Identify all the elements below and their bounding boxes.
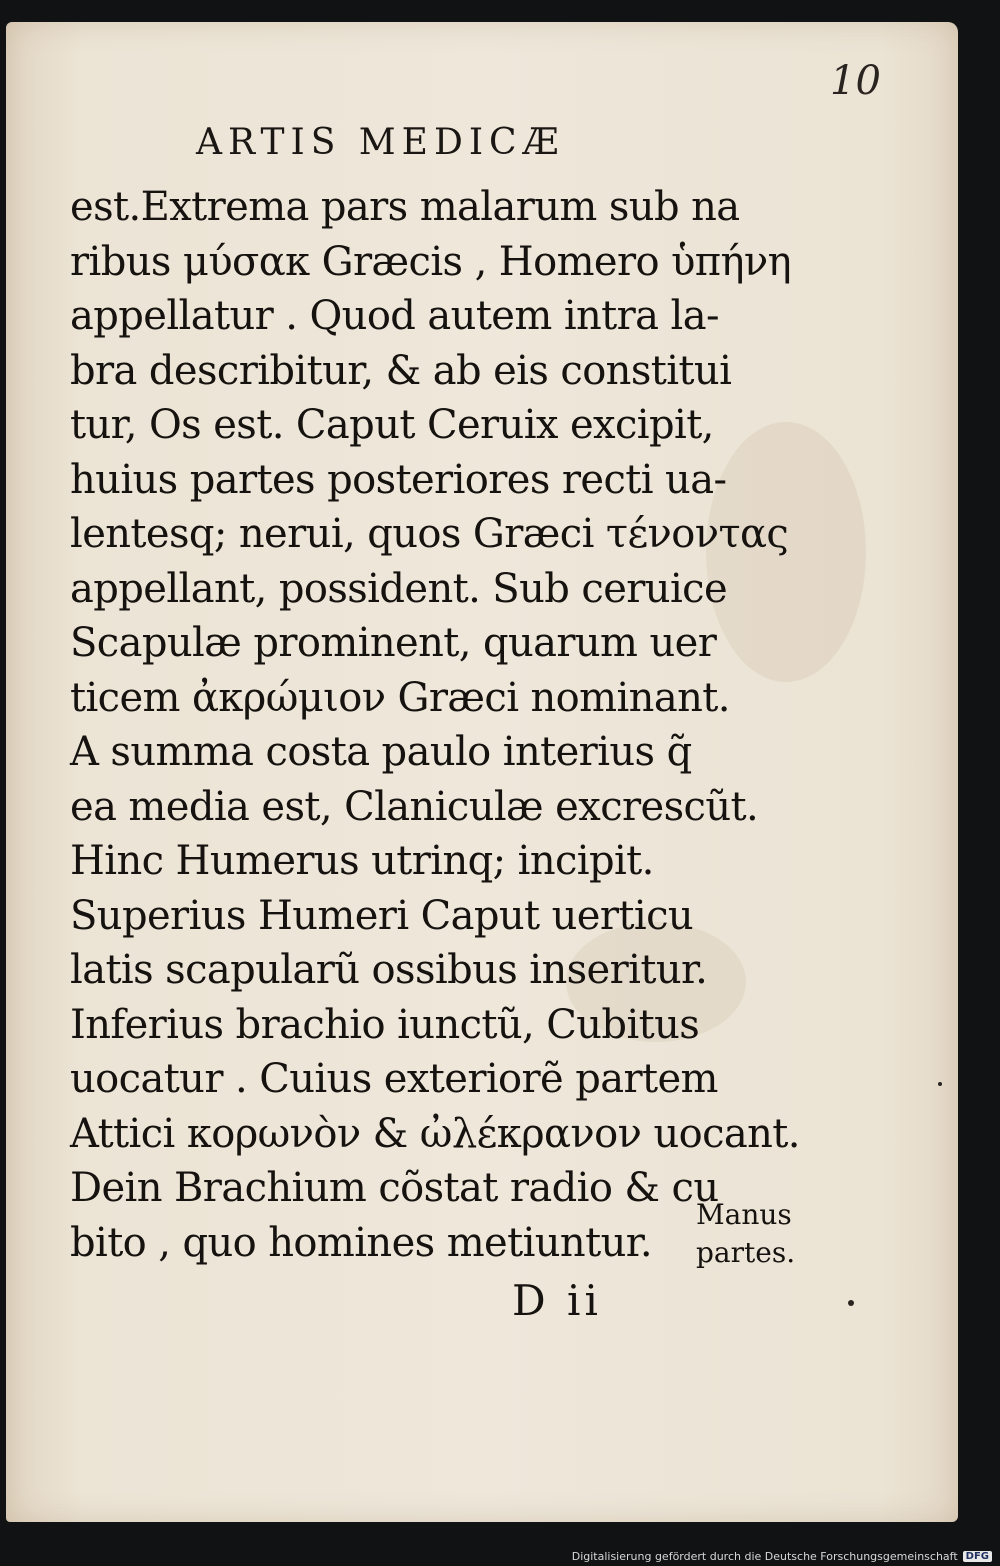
margin-note [696,1196,795,1272]
margin-note-line: Manus [696,1198,792,1231]
text-line: tur, Os est. Caput Ceruix excipit, [70,402,714,448]
text-line: lentesq; nerui, quos Græci τένοντας [70,511,789,557]
text-line: est.Extrema pars malarum sub na [70,184,740,230]
text-line: A summa costa paulo interius q̃ [70,729,692,775]
margin-note-line: partes. [696,1236,796,1269]
text-line: huius partes posteriores recti ua- [70,456,727,503]
text-line: ea media est, Claniculæ excrescũt. [70,783,759,830]
credit-text: Digitalisierung gefördert durch die Deutsche Forschungsgemeinschaft [571,1550,958,1563]
text-line: ribus μύσακ Græcis , Homero ὑπήνη [70,238,791,285]
text-line: Superius Humeri Caput uerticu [70,892,694,939]
text-line: Hinc Humerus utrinq; incipit. [70,838,654,884]
text-line: appellatur . Quod autem intra la- [70,293,719,339]
digitization-credit [572,1550,992,1563]
text-line: Scapulæ prominent, quarum uer [70,620,717,666]
ink-dot [938,1082,942,1086]
running-head: ARTIS MEDICÆ [196,122,565,163]
text-line: appellant, possident. Sub ceruice [70,565,728,612]
handwritten-folio-number: 10 [830,58,881,104]
text-line: Inferius brachio iunctũ, Cubitus [70,1001,700,1048]
dfg-logo: DFG [963,1551,992,1562]
text-line: Dein Brachium cõstat radio & cu [70,1165,719,1211]
signature-mark: D ii [512,1276,602,1325]
text-line: uocatur . Cuius exteriorẽ partem [70,1056,718,1102]
text-line: ticem ἀκρώμιον Græci nominant. [70,674,730,721]
text-line: Attici κορωνὸν & ὠλέκρανον uocant. [70,1110,800,1157]
text-line: bito , quo homines metiuntur. [70,1219,652,1266]
ink-dot [848,1300,854,1306]
text-line: latis scapularũ ossibus inseritur. [70,947,708,993]
text-line: bra describitur, & ab eis constitui [70,347,732,394]
